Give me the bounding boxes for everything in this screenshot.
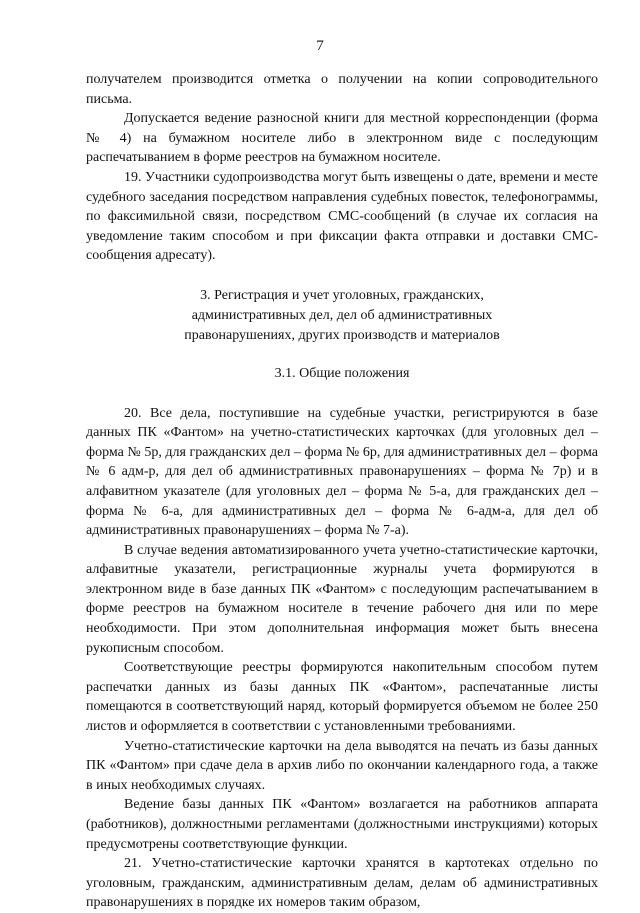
paragraph-registries: Соответствующие реестры формируются накопительным способом путем распечатки данных из базы данных ПК «Фантом», распечатанные листы помещаются в соответствующий наряд, который формируется объемом не более 250 листов и оформляется в соответствии с установленными требованиями. (86, 660, 598, 735)
paragraph-database-maintenance: Ведение базы данных ПК «Фантом» возлагается на работников аппарата (работников), должностными регламентами (должностными инструкциями) которых предусмотрены соответствующие функции. (86, 797, 598, 852)
section-heading-line-1: 3. Регистрация и учет уголовных, гражданских, (200, 287, 484, 303)
paragraph-19: 19. Участники судопроизводства могут быть извещены о дате, времени и месте судебного заседания посредством направления судебных повесток, телефонограммы, по факсимильной связи, посредством СМС-сообщений (в случае их согласия на уведомление таким способом и при фиксации факта отправки и доставки СМС-сообщения адресату). (86, 169, 598, 264)
paragraph-delivery-book: Допускается ведение разносной книги для местной корреспонденции (форма № 4) на бумажном носителе либо в электронном виде с последующим распечатыванием в форме реестров на бумажном носителе. (86, 111, 598, 166)
section-heading-line-3: правонарушениях, других производств и материалов (184, 327, 500, 343)
paragraph-automated-accounting: В случае ведения автоматизированного учета учетно-статистические карточки, алфавитные указатели, регистрационные журналы учета формируются в электронном виде в базе данных ПК «Фантом» с последующим распечатыванием в форме реестров на бумажном носителе в течение рабочего дня или по мере необходимости. При этом дополнительная информация может быть внесена рукописным способом. (86, 542, 598, 656)
document-body (86, 70, 598, 913)
section-heading (86, 286, 598, 346)
paragraph-21: 21. Учетно-статистические карточки хранятся в картотеках отдельно по уголовным, гражданским, административным делам, делам об административных правонарушениях в порядке их номеров таким образом, (86, 856, 598, 911)
section-heading-line-2: административных дел, дел об административных (191, 307, 493, 323)
paragraph-card-printing: Учетно-статистические карточки на дела выводятся на печать из базы данных ПК «Фантом» при сдаче дела в архив либо по окончании календарного года, а также в иных необходимых случаях. (86, 738, 598, 793)
subsection-heading: 3.1. Общие положения (274, 365, 410, 381)
paragraph-continuation: получателем производится отметка о получении на копии сопроводительного письма. (86, 72, 598, 107)
page-number: 7 (316, 38, 324, 54)
paragraph-20: 20. Все дела, поступившие на судебные участки, регистрируются в базе данных ПК «Фантом» на учетно-статистических карточках (для уголовных дел – форма № 5р, для гражданских дел – форма № 6р, для административных дел – форма № 6 адм-р, для дел об административных правонарушениях – форма № 7р) и в алфавитном указателе (для уголовных дел – форма № 5-а, для гражданских дел – форма № 6-а, для административных дел – форма № 6-адм-а, для дел об административных правонарушениях – форма № 7-а). (86, 405, 598, 539)
